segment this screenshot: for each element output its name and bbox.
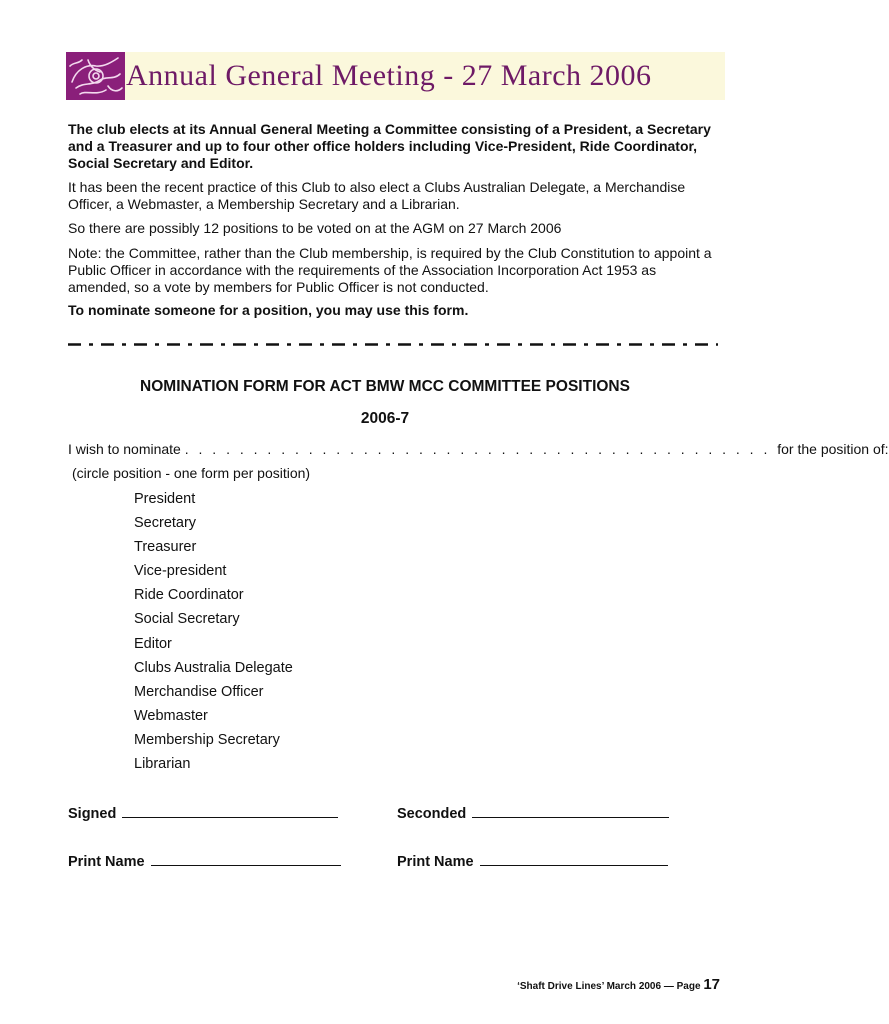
- intro-paragraph-bold: The club elects at its Annual General Meeting a Committee consisting of a President, a Secretary and a Treasurer and up to four other office holders including Vice-President, Ride Coordinator, Social Secretary and Editor.: [68, 121, 711, 171]
- print-name-row-right: [397, 851, 668, 870]
- signed-field[interactable]: [122, 803, 338, 818]
- nominee-blank-field[interactable]: . . . . . . . . . . . . . . . . . . . . . . . . . . . . . . . . . . . . . . . . . . .: [184, 441, 778, 457]
- page-title: Annual General Meeting - 27 March 2006: [126, 59, 652, 92]
- position-option-social-secretary[interactable]: Social Secretary: [134, 611, 240, 628]
- club-logo-icon: [66, 52, 125, 100]
- print-name-row-left: [68, 851, 341, 870]
- print-name-label: Print Name: [397, 854, 474, 870]
- intro-paragraph-positions-count: So there are possibly 12 positions to be voted on at the AGM on 27 March 2006: [68, 220, 562, 236]
- intro-paragraph-note: Note: the Committee, rather than the Club membership, is required by the Club Constitution to appoint a Public Officer in accordance with the requirements of the Association Incorporation Act 1953 as amended, so a vote by members for Public Officer is not conducted.: [68, 245, 712, 295]
- print-name-field-left[interactable]: [151, 851, 341, 866]
- nominate-suffix: for the position of:: [777, 441, 889, 457]
- position-option-editor[interactable]: Editor: [134, 635, 172, 652]
- page-footer: [517, 976, 720, 993]
- position-option-librarian[interactable]: Librarian: [134, 756, 191, 773]
- position-option-secretary[interactable]: Secretary: [134, 515, 197, 532]
- signed-row: [68, 803, 338, 822]
- page-number: 17: [703, 976, 720, 993]
- nominate-line: [68, 441, 889, 457]
- circle-instruction: (circle position - one form per position): [72, 465, 311, 481]
- position-option-merchandise-officer[interactable]: Merchandise Officer: [134, 683, 264, 700]
- print-name-field-right[interactable]: [480, 851, 668, 866]
- footer-text: ‘Shaft Drive Lines’ March 2006 — Page: [517, 981, 701, 992]
- intro-paragraph-practice: It has been the recent practice of this Club to also elect a Clubs Australian Delegate, a Merchandise Officer, a Webmaster, a Membership Secretary and a Librarian.: [68, 179, 686, 212]
- seconded-field[interactable]: [472, 803, 669, 818]
- form-heading: NOMINATION FORM FOR ACT BMW MCC COMMITTEE POSITIONS: [140, 378, 630, 395]
- nominate-prefix: I wish to nominate: [68, 441, 181, 457]
- intro-paragraph-instruction: To nominate someone for a position, you may use this form.: [68, 302, 469, 318]
- print-name-label: Print Name: [68, 854, 145, 870]
- seconded-label: Seconded: [397, 806, 467, 822]
- seconded-row: [397, 803, 669, 822]
- position-option-webmaster[interactable]: Webmaster: [134, 707, 208, 724]
- position-option-president[interactable]: President: [134, 491, 196, 507]
- positions-list: [134, 489, 293, 778]
- position-option-ride-coordinator[interactable]: Ride Coordinator: [134, 587, 244, 604]
- position-option-vice-president[interactable]: Vice-president: [134, 563, 227, 580]
- signed-label: Signed: [68, 806, 117, 822]
- position-option-membership-secretary[interactable]: Membership Secretary: [134, 731, 280, 748]
- position-option-clubs-australia-delegate[interactable]: Clubs Australia Delegate: [134, 659, 293, 676]
- cut-line-divider: [68, 343, 718, 346]
- position-option-treasurer[interactable]: Treasurer: [134, 539, 197, 556]
- form-year: 2006-7: [360, 410, 410, 427]
